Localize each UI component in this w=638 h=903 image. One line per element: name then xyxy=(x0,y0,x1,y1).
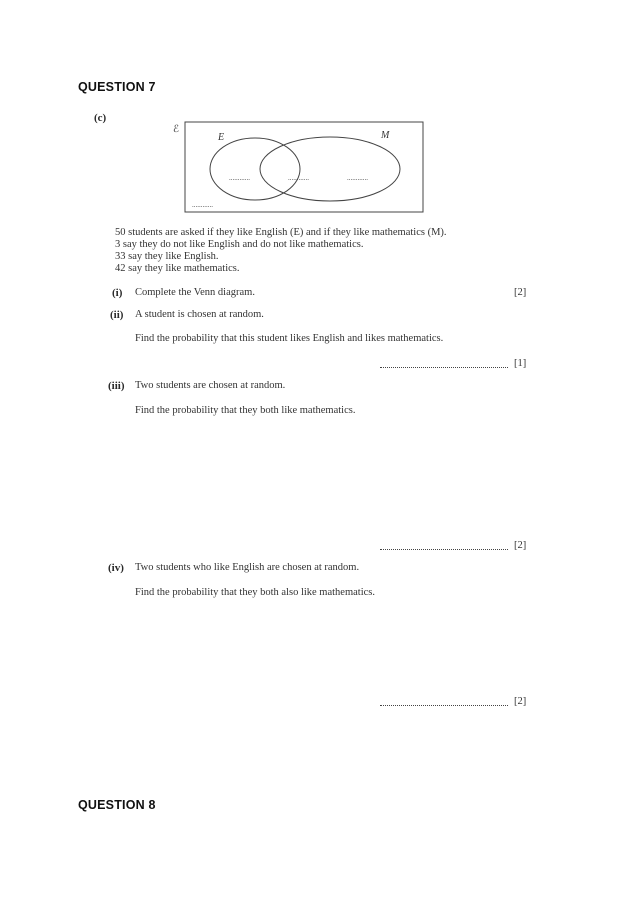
intersection-answer-blank[interactable]: ............ xyxy=(288,174,309,182)
intro-line-1: 50 students are asked if they like English (E) and if they like mathematics (M). xyxy=(115,227,447,238)
question-7-heading: QUESTION 7 xyxy=(78,80,156,94)
part-iv-subtext: Find the probability that they both also like mathematics. xyxy=(135,587,375,598)
part-i-marks: [2] xyxy=(514,287,527,298)
part-iii-answer-line[interactable] xyxy=(380,537,508,555)
part-c-label: (c) xyxy=(94,112,107,124)
intro-line-4: 42 say they like mathematics. xyxy=(115,263,240,274)
universal-set-symbol: ℰ xyxy=(173,124,180,135)
part-iii-label: (iii) xyxy=(108,380,125,392)
part-iv-answer-line[interactable] xyxy=(380,693,508,711)
question-8-heading: QUESTION 8 xyxy=(78,798,156,812)
part-ii-marks: [1] xyxy=(514,358,527,369)
part-i-text: Complete the Venn diagram. xyxy=(135,287,255,298)
part-iv-text: Two students who like English are chosen at random. xyxy=(135,562,360,573)
intro-line-3: 33 say they like English. xyxy=(115,251,219,262)
neither-answer-blank[interactable]: ............ xyxy=(192,201,213,209)
e-only-answer-blank[interactable]: ............ xyxy=(229,174,250,182)
part-iii-marks: [2] xyxy=(514,540,527,551)
part-iv-marks: [2] xyxy=(514,696,527,707)
part-ii-subtext: Find the probability that this student likes English and likes mathematics. xyxy=(135,333,444,344)
part-iii-text: Two students are chosen at random. xyxy=(135,380,286,391)
set-e-circle xyxy=(210,138,300,200)
part-ii-text: A student is chosen at random. xyxy=(135,309,264,320)
part-iii-subtext: Find the probability that they both like mathematics. xyxy=(135,405,356,416)
venn-diagram xyxy=(170,118,430,218)
set-e-label: E xyxy=(218,132,225,143)
part-ii-answer-line[interactable] xyxy=(380,355,508,373)
set-m-label: M xyxy=(381,130,390,141)
m-only-answer-blank[interactable]: ............ xyxy=(347,174,368,182)
part-ii-label: (ii) xyxy=(110,309,124,321)
part-i-label: (i) xyxy=(112,287,123,299)
intro-line-2: 3 say they do not like English and do not like mathematics. xyxy=(115,239,364,250)
part-iv-label: (iv) xyxy=(108,562,124,574)
set-m-circle xyxy=(260,137,400,201)
